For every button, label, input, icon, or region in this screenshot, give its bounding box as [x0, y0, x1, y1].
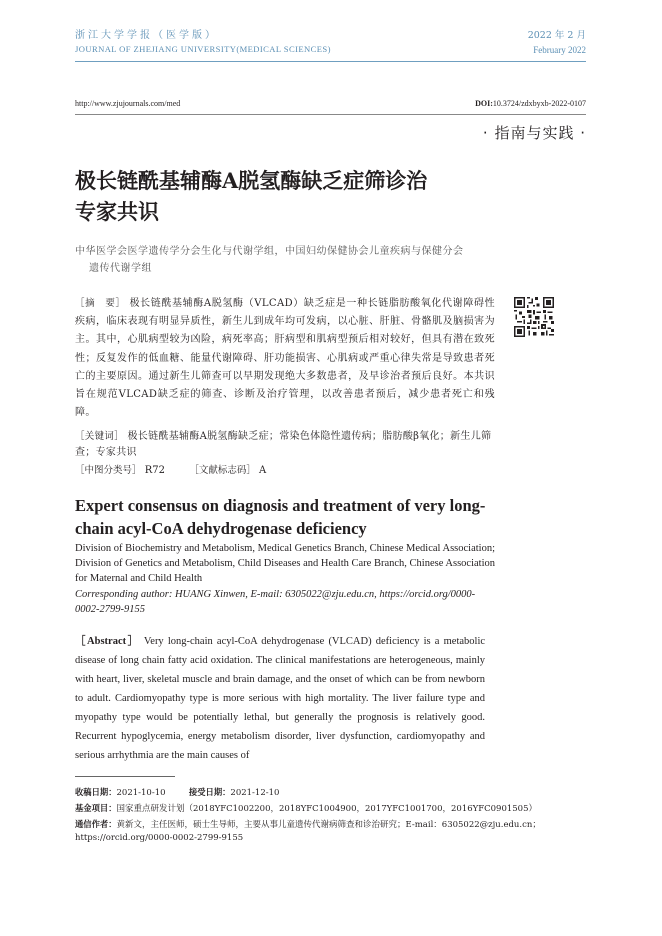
abstract-cn-label: ［摘 要］ — [75, 298, 126, 309]
header-divider — [75, 61, 586, 62]
journal-name-en: JOURNAL OF ZHEJIANG UNIVERSITY(MEDICAL SCIENCES) — [75, 44, 331, 54]
abstract-en-label: ［Abstract］ — [75, 636, 140, 647]
doc-code-label: ［文献标志码］ — [189, 465, 256, 476]
received-value: 2021-10-10 — [116, 788, 166, 798]
qr-code-icon[interactable] — [514, 297, 554, 337]
received-label: 收稿日期： — [75, 787, 117, 797]
journal-url[interactable]: http://www.zjujournals.com/med — [75, 99, 181, 108]
article-title-en: Expert consensus on diagnosis and treatment of very long-chain acyl-CoA dehydrogenase deficiency — [75, 496, 486, 538]
classification-line — [75, 462, 266, 476]
section-tag: · 指南与实践 · — [482, 124, 586, 142]
abstract-en — [75, 632, 485, 765]
article-title-cn — [75, 165, 495, 227]
doi[interactable] — [475, 99, 586, 108]
accepted-value: 2021-12-10 — [230, 788, 280, 798]
fund-label: 基金项目： — [75, 803, 117, 813]
affiliation-en: Division of Biochemistry and Metabolism, Medical Genetics Branch, Chinese Medical Association; Division of Genetics and Metabolism, Child Diseases and Health Care Branch, Chinese Association for Maternal and Child Health — [75, 543, 495, 584]
clc-label: ［中图分类号］ — [75, 465, 142, 476]
corr-cn-label: 通信作者： — [75, 819, 117, 829]
authors-cn-line-2: 遗传代谢学组 — [89, 263, 152, 274]
corr-cn-value: 黄新文，主任医师，硕士生导师，主要从事儿童遗传代谢病筛查和诊治研究；E-mail：6305022@zju.edu.cn；https://orcid.org/0000-0002-2799-9155 — [75, 820, 541, 843]
fund-line — [75, 802, 590, 816]
keywords-cn-text: 极长链酰基辅酶A脱氢酶缺乏症；常染色体隐性遗传病；脂肪酸β氧化；新生儿筛查；专家共识 — [75, 431, 492, 458]
issue-date-cn: 2022 年 2 月 — [527, 30, 586, 41]
url-divider — [75, 114, 586, 115]
corresponding-author-cn — [75, 818, 590, 845]
keywords-cn — [75, 429, 495, 461]
fund-value: 国家重点研发计划（2018YFC1002200，2018YFC1004900，2017YFC1001700，2016YFC0901505） — [116, 804, 538, 814]
issue-date-en: February 2022 — [533, 45, 586, 55]
accepted-label: 接受日期： — [188, 787, 231, 797]
corresponding-author-en: Corresponding author: HUANG Xinwen, E-mail: 6305022@zju.edu.cn, https://orcid.org/0000-0002-2799-9155 — [75, 589, 476, 615]
title-cn-line-2: 专家共识 — [75, 199, 159, 224]
keywords-cn-label: ［关键词］ — [75, 431, 125, 442]
abstract-en-text: Very long-chain acyl-CoA dehydrogenase (VLCAD) deficiency is a metabolic disease of long chain fatty acid oxidation. The clinical manifestations are heterogeneous, mainly with heart, liver, skeletal muscle and brain damage, and the onset of which can be from newborn to adult. Cardiomyopathy type is more serious with high mortality. The liver failure type and myopathy type would be potentially lethal, but generally the prognosis is relatively good. Recurrent hypoglycemia, energy metabolism disorder, liver dysfunction, cardiomyopathy and serious arrhythmia are the main causes of — [75, 636, 486, 761]
authors-cn-line-1: 中华医学会医学遗传学分会生化与代谢学组，中国妇幼保健协会儿童疾病与保健分会 — [75, 246, 464, 257]
doc-code-value: A — [259, 465, 267, 476]
clc-value: R72 — [144, 465, 165, 476]
abstract-cn-text: 极长链酰基辅酶A脱氢酶（VLCAD）缺乏症是一种长链脂肪酸氧化代谢障碍性疾病，临床表现有明显异质性，新生儿到成年均可发病，以心脏、肝脏、骨骼肌及脑损害为主。其中，心肌病型较为凶险，病死率高；肝病型和肌病型预后相对较好，但具有潜在致死性；反复发作的低血糖、能量代谢障碍、肝功能损害、心肌病或严重心律失常是导致患者死亡的主要原因。通过新生儿筛查可以早期发现绝大多数患者，及早诊治者预后良好。本共识旨在规范VLCAD缺乏症的筛查、诊断及治疗管理，以改善患者预后，减少患者死亡和残障。 — [75, 298, 495, 419]
journal-name-cn: 浙江大学学报（医学版） — [75, 30, 218, 41]
footnote-divider — [75, 776, 175, 777]
dates-line — [75, 786, 590, 800]
doi-label: DOI: — [475, 99, 493, 108]
abstract-cn — [75, 295, 495, 422]
doi-value: 10.3724/zdxbyxb-2022-0107 — [492, 99, 586, 108]
title-cn-line-1: 极长链酰基辅酶A脱氢酶缺乏症筛诊治 — [75, 168, 428, 193]
authors-cn — [75, 243, 505, 277]
